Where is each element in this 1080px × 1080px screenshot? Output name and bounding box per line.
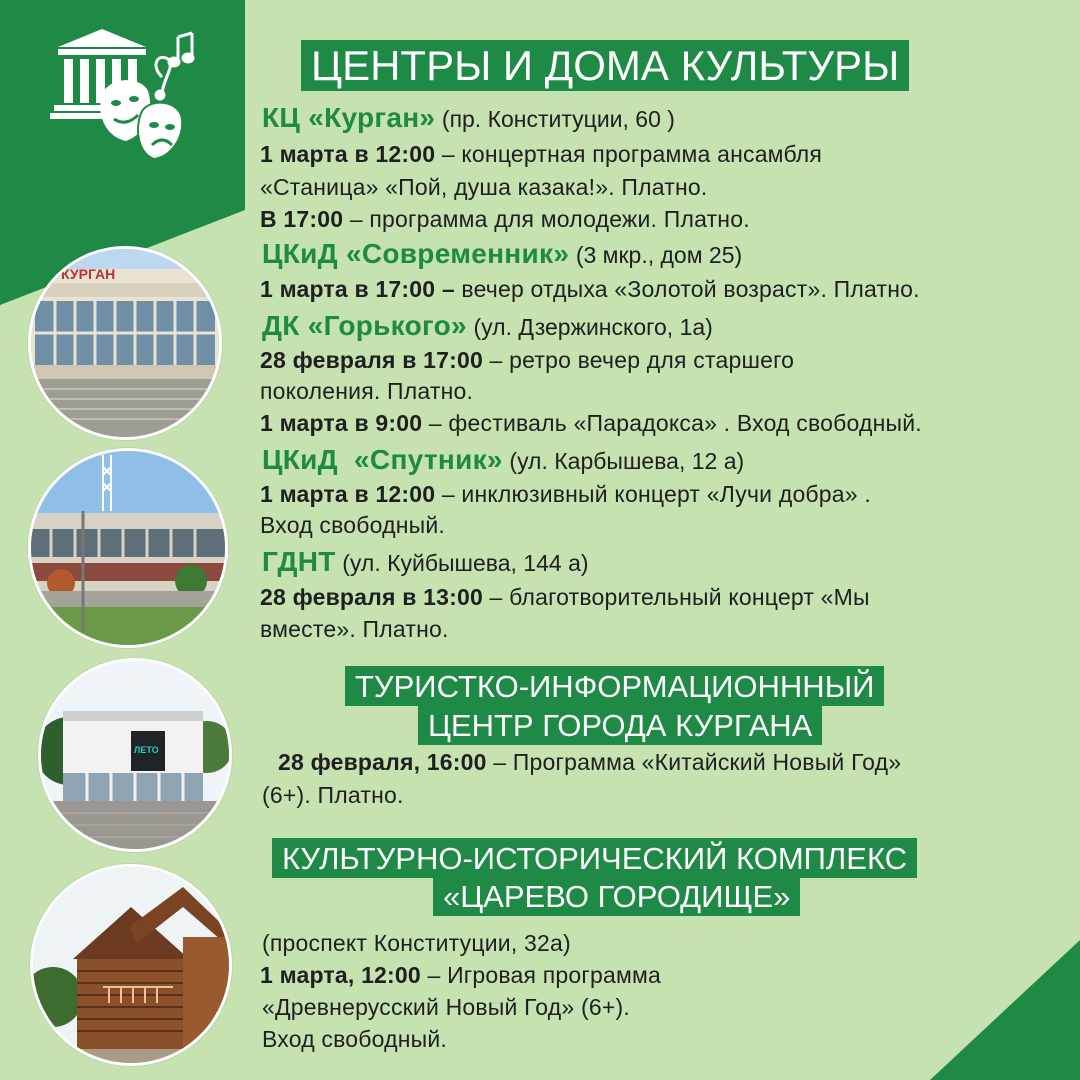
- corner-triangle-bottom-right: [930, 940, 1080, 1080]
- photo-tsarevo-gorodishche: [30, 864, 232, 1066]
- venue-address-line: (проспект Конституции, 32а): [262, 930, 571, 956]
- event-line: «Станица» «Пой, душа казака!». Платно.: [260, 174, 708, 200]
- event-line: 1 марта в 12:00 – концертная программа ансамбля: [260, 141, 823, 167]
- event-line: 28 февраля, 16:00 – Программа «Китайский Новый Год»: [278, 749, 902, 775]
- venue-address: (пр. Конституции, 60 ): [441, 106, 675, 132]
- section-title-culture-centers: ЦЕНТРЫ И ДОМА КУЛЬТУРЫ: [301, 40, 909, 91]
- venue-name: ГДНТ: [262, 546, 336, 577]
- event-line: 28 февраля в 17:00 – ретро вечер для старшего: [260, 347, 795, 373]
- poster-text: ЛЕТО: [134, 745, 159, 755]
- photo-sputnik: [28, 448, 228, 648]
- event-line: 1 марта в 9:00 – фестиваль «Парадокса» . Вход свободный.: [260, 410, 922, 436]
- event-line: 28 февраля в 13:00 – благотворительный концерт «Мы: [260, 584, 870, 610]
- event-line: (6+). Платно.: [262, 782, 404, 808]
- section-title-complex-line2: «ЦАРЕВО ГОРОДИЩЕ»: [433, 876, 800, 916]
- photo-kc-kurgan: [28, 246, 222, 440]
- venue-gorkogo: [262, 310, 713, 342]
- event-line: В 17:00 – программа для молодежи. Платно.: [260, 206, 750, 232]
- venue-sovremennik: [262, 238, 742, 270]
- venue-address: (3 мкр., дом 25): [575, 242, 743, 268]
- venue-gdnt: [262, 546, 589, 578]
- venue-address: (ул. Дзержинского, 1а): [473, 314, 713, 340]
- venue-name: ДК «Горького»: [262, 310, 467, 341]
- event-line: вместе». Платно.: [260, 616, 449, 642]
- venue-address: (ул. Карбышева, 12 а): [509, 448, 745, 474]
- venue-sputnik: [262, 444, 744, 476]
- event-line: «Древнерусский Новый Год» (6+).: [262, 994, 630, 1020]
- section-title-tourist-center-line1: ТУРИСТКО-ИНФОРМАЦИОНННЫЙ: [345, 666, 884, 706]
- event-line: поколения. Платно.: [260, 378, 474, 404]
- theatre-masks-music-icon: [50, 25, 210, 165]
- building-sign-text: КУРГАН: [61, 266, 116, 282]
- section-title-complex-line1: КУЛЬТУРНО-ИСТОРИЧЕСКИЙ КОМПЛЕКС: [272, 838, 917, 878]
- venue-name: ЦКиД «Современник»: [262, 238, 570, 269]
- photo-tourist-center: [38, 658, 232, 852]
- venue-name: ЦКиД «Спутник»: [262, 444, 503, 475]
- event-line: 1 марта, 12:00 – Игровая программа: [260, 962, 662, 988]
- event-line: 1 марта в 17:00 – вечер отдыха «Золотой возраст». Платно.: [260, 276, 920, 302]
- venue-kc-kurgan: [262, 102, 675, 134]
- venue-address: (ул. Куйбышева, 144 а): [342, 550, 589, 576]
- event-line: Вход свободный.: [262, 1026, 448, 1052]
- event-line: 1 марта в 12:00 – инклюзивный концерт «Лучи добра» .: [260, 481, 871, 507]
- event-line: Вход свободный.: [260, 512, 446, 538]
- section-title-tourist-center-line2: ЦЕНТР ГОРОДА КУРГАНА: [418, 705, 822, 745]
- venue-name: КЦ «Курган»: [262, 102, 436, 133]
